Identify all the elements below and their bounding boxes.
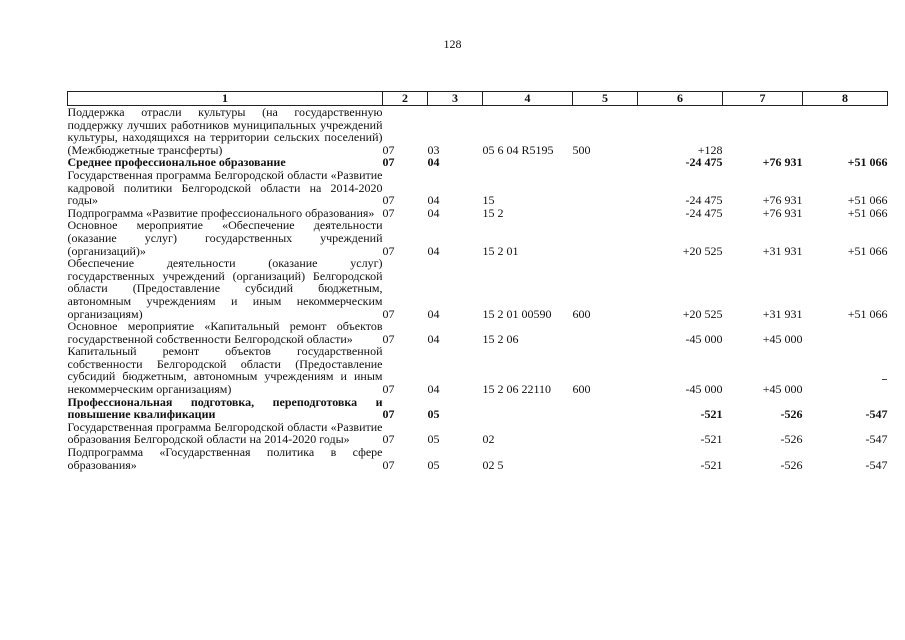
amount-col-7: -526 [780,407,803,422]
subsection-code: 05 [427,432,440,447]
amount-col-8 [803,345,888,395]
amount-col-8: +51 066 [847,205,888,220]
target-article-code: 05 6 04 R5195 [482,142,554,157]
table-row [68,421,888,446]
table-row [68,396,888,421]
header-col-4: 4 [483,92,573,106]
header-col-8: 8 [803,92,888,106]
row-name: Капитальный ремонт объектов государственной собственности Белгородской области (Предоставление субсидий бюджетным, автономным учреждениям и иным некоммерческим организациям) [67,344,383,397]
target-article-code: 02 5 [482,457,504,472]
expense-type-code [573,421,638,446]
budget-table [67,91,888,471]
table-header [68,92,888,106]
target-article-code [483,396,573,421]
expense-type-code: 500 [572,142,591,157]
amount-col-6: -24 475 [685,205,723,220]
table-row [68,169,888,207]
section-code: 07 [382,382,395,397]
amount-col-6: -521 [700,432,723,447]
amount-col-6: -521 [700,457,723,472]
section-code: 07 [382,142,395,157]
row-name: Профессиональная подготовка, переподготовка и повышение квалификации [67,394,383,422]
table-row [68,106,888,157]
subsection-code: 04 [427,331,440,346]
margin-mark [882,379,887,380]
target-article-code: 15 2 06 [482,331,519,346]
subsection-code: 04 [427,243,440,258]
amount-col-7: +76 931 [762,205,803,220]
subsection-code: 04 [427,382,440,397]
expense-type-code: 600 [572,306,591,321]
amount-col-6: -45 000 [685,382,723,397]
target-article-code: 15 [482,193,495,208]
amount-col-8 [803,320,888,345]
row-name: Государственная программа Белгородской области «Развитие кадровой политики Белгородской области на 2014-2020 годы» [67,167,383,208]
table-row [68,320,888,345]
amount-col-7 [723,106,803,157]
amount-col-7: +76 931 [762,193,803,208]
header-col-3: 3 [428,92,483,106]
table-row [68,345,888,395]
row-name: Среднее профессиональное образование [67,155,286,170]
amount-col-8: -547 [865,457,888,472]
subsection-code: 04 [427,205,440,220]
row-name: Подпрограмма «Государственная политика в сфере образования» [67,445,383,472]
amount-col-8: +51 066 [847,155,888,170]
page-number: 128 [443,37,462,51]
amount-col-6: +20 525 [682,306,723,321]
table-row [68,257,888,320]
expense-type-code [573,219,638,257]
amount-col-6: +20 525 [682,243,723,258]
expense-type-code [573,446,638,471]
section-code: 07 [382,193,395,208]
amount-col-6: +128 [697,142,723,157]
section-code: 07 [382,205,395,220]
amount-col-7: +45 000 [762,331,803,346]
target-article-code [483,156,573,169]
section-code: 07 [382,432,395,447]
amount-col-8: +51 066 [847,306,888,321]
section-code: 07 [382,306,395,321]
amount-col-7: +45 000 [762,382,803,397]
amount-col-6: -45 000 [685,331,723,346]
header-col-6: 6 [638,92,723,106]
section-code: 07 [382,457,395,472]
target-article-code: 15 2 06 22110 [482,382,552,397]
table-body [68,106,888,472]
row-name: Основное мероприятие «Обеспечение деятельности (оказание услуг) государственных учреждений (организаций)» [67,218,383,258]
amount-col-8: -547 [865,407,888,422]
section-code: 07 [382,407,395,422]
subsection-code: 04 [427,155,440,170]
amount-col-6: -521 [700,407,723,422]
amount-col-7: +31 931 [762,243,803,258]
amount-col-6: -24 475 [685,193,723,208]
subsection-code: 05 [427,407,440,422]
row-name: Подпрограмма «Развитие профессионального образования» [67,205,375,220]
subsection-code: 05 [427,457,440,472]
table-row [68,219,888,257]
amount-col-6: -24 475 [685,155,723,170]
section-code: 07 [382,331,395,346]
expense-type-code [573,396,638,421]
header-col-7: 7 [723,92,803,106]
expense-type-code [573,169,638,207]
subsection-code: 03 [427,142,440,157]
target-article-code: 15 2 01 00590 [482,306,552,321]
subsection-code: 04 [427,306,440,321]
header-col-1: 1 [68,92,383,106]
expense-type-code [573,156,638,169]
header-col-2: 2 [383,92,428,106]
expense-type-code [573,320,638,345]
amount-col-8 [803,106,888,157]
table-row [68,446,888,471]
section-code: 07 [382,155,395,170]
row-name: Обеспечение деятельности (оказание услуг) государственных учреждений (организаций) Белгородской области (Предоставление субсидий бюджетным, автономным учреждениям и иным некоммерческим организациям) [67,256,383,321]
row-name: Поддержка отрасли культуры (на государственную поддержку лучших работников муниципальных учреждений культуры, находящихся на территории сельских поселений) (Межбюджетные трансферты) [67,105,383,157]
header-col-5: 5 [573,92,638,106]
expense-type-code: 600 [572,382,591,397]
amount-col-7: -526 [780,432,803,447]
row-name: Государственная программа Белгородской области «Развитие образования Белгородской области на 2014-2020 годы» [67,419,383,447]
subsection-code: 04 [427,193,440,208]
section-code: 07 [382,243,395,258]
amount-col-8: -547 [865,432,888,447]
amount-col-8: +51 066 [847,243,888,258]
amount-col-7: +76 931 [762,155,803,170]
target-article-code: 15 2 [482,205,504,220]
row-name: Основное мероприятие «Капитальный ремонт объектов государственной собственности Белгородской области» [67,319,383,346]
expense-type-code [573,207,638,220]
target-article-code: 02 [482,432,495,447]
amount-col-7: -526 [780,457,803,472]
amount-col-7: +31 931 [762,306,803,321]
amount-col-8: +51 066 [847,193,888,208]
target-article-code: 15 2 01 [482,243,519,258]
